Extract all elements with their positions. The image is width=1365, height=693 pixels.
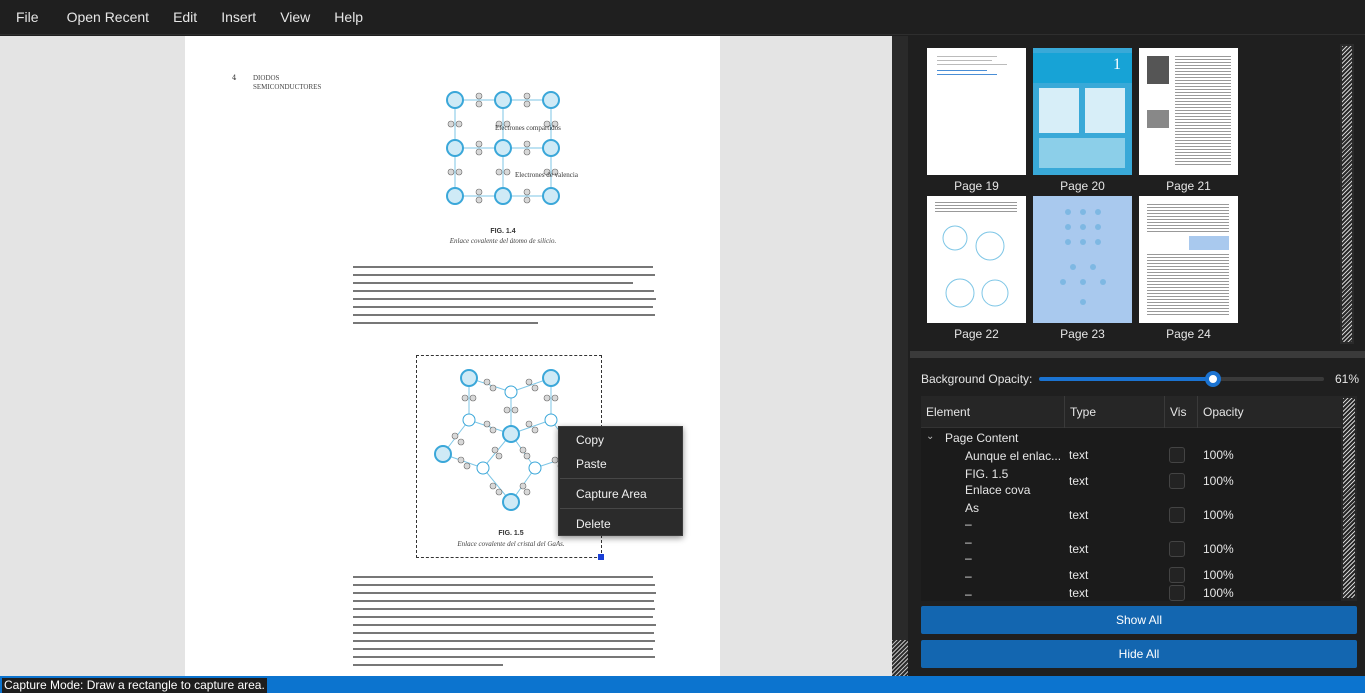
background-opacity-control: [921, 372, 1361, 392]
cell-element: Aunque el enlac...: [965, 449, 1062, 463]
background-opacity-slider[interactable]: [1039, 377, 1324, 381]
right-panel: [910, 36, 1365, 676]
panel-splitter[interactable]: [910, 351, 1365, 358]
table-row[interactable]: [921, 448, 1341, 464]
cell-opacity: 100%: [1203, 568, 1234, 582]
thumbnail-label: Page 22: [954, 327, 999, 341]
context-menu: [558, 426, 683, 536]
cell-opacity: 100%: [1203, 448, 1234, 462]
document-viewer[interactable]: [0, 36, 892, 676]
menu-open-recent[interactable]: Open Recent: [66, 8, 150, 25]
cell-type: text: [1069, 586, 1089, 600]
cell-element: –: [965, 569, 972, 583]
page-header-title: DIODOS SEMICONDUCTORES: [253, 74, 322, 91]
table-row[interactable]: [921, 568, 1341, 584]
visibility-checkbox[interactable]: [1169, 507, 1185, 523]
context-capture-area[interactable]: Capture Area: [576, 487, 647, 501]
table-row[interactable]: [921, 466, 1341, 498]
column-opacity[interactable]: Opacity: [1203, 405, 1244, 419]
context-delete[interactable]: Delete: [576, 517, 611, 531]
thumbnail-scrollbar-thumb[interactable]: [1342, 46, 1352, 342]
context-separator: [560, 508, 682, 509]
cell-type: text: [1069, 508, 1089, 522]
cell-type: text: [1069, 568, 1089, 582]
cell-type: text: [1069, 474, 1089, 488]
table-header: [921, 396, 1341, 428]
thumbnail-page-21[interactable]: [1139, 48, 1238, 175]
column-type[interactable]: Type: [1065, 396, 1165, 428]
context-separator: [560, 478, 682, 479]
show-all-button[interactable]: Show All: [921, 606, 1357, 634]
selection-resize-handle[interactable]: [598, 554, 604, 560]
cell-opacity: 100%: [1203, 542, 1234, 556]
thumbnail-panel: [910, 36, 1365, 351]
visibility-checkbox[interactable]: [1169, 585, 1185, 601]
thumbnail-page-23[interactable]: [1033, 196, 1132, 323]
menu-view[interactable]: View: [280, 8, 311, 25]
context-paste[interactable]: Paste: [576, 457, 607, 471]
status-text: Capture Mode: Draw a rectangle to capture area.: [4, 678, 265, 692]
menu-file[interactable]: File: [16, 8, 39, 25]
figure-1-5-subtitle: Enlace covalente del cristal del GaAs.: [457, 540, 565, 548]
figure-1-4-caption: FIG. 1.4: [490, 228, 516, 235]
column-element[interactable]: Element: [921, 396, 1065, 428]
tree-node-page-content[interactable]: [926, 431, 1018, 445]
thumbnail-page-20[interactable]: 1: [1033, 48, 1132, 175]
column-vis[interactable]: Vis: [1165, 396, 1198, 428]
thumbnail-label: Page 23: [1060, 327, 1105, 341]
thumbnail-label: Page 24: [1166, 327, 1211, 341]
thumbnail-page-22[interactable]: [927, 196, 1026, 323]
background-opacity-label: Background Opacity:: [921, 372, 1033, 386]
figure-1-4-label-valence: Electrones de valencia: [515, 171, 578, 179]
figure-1-4-subtitle: Enlace covalente del átomo de silicio.: [449, 237, 557, 245]
cell-type: text: [1069, 448, 1089, 462]
cell-opacity: 100%: [1203, 474, 1234, 488]
visibility-checkbox[interactable]: [1169, 541, 1185, 557]
cell-opacity: 100%: [1203, 586, 1234, 600]
element-table: [921, 396, 1341, 601]
table-row[interactable]: [921, 534, 1341, 566]
cell-element: FIG. 1.5 Enlace cova: [965, 467, 1031, 497]
menu-edit[interactable]: Edit: [173, 8, 198, 25]
cell-element: –: [965, 587, 972, 601]
paragraph-covalent[interactable]: [353, 576, 657, 672]
visibility-checkbox[interactable]: [1169, 567, 1185, 583]
menu-help[interactable]: Help: [334, 8, 364, 25]
slider-fill: [1039, 377, 1213, 381]
thumbnail-page-19[interactable]: [927, 48, 1026, 175]
splitter-grip[interactable]: [892, 640, 908, 676]
document-page[interactable]: [185, 36, 720, 676]
visibility-checkbox[interactable]: [1169, 473, 1185, 489]
slider-knob[interactable]: [1205, 371, 1221, 387]
figure-1-4-diagram[interactable]: [428, 76, 578, 224]
figure-1-4-label-shared: Electrones compartidos: [495, 124, 561, 132]
thumbnail-label: Page 21: [1166, 179, 1211, 193]
page-number: 4: [232, 74, 237, 82]
visibility-checkbox[interactable]: [1169, 447, 1185, 463]
table-scrollbar-thumb[interactable]: [1343, 398, 1355, 598]
table-row[interactable]: [921, 586, 1341, 601]
paragraph-silicon[interactable]: [353, 266, 657, 330]
hide-all-button[interactable]: Hide All: [921, 640, 1357, 668]
thumbnail-label: Page 19: [954, 179, 999, 193]
cell-element: – –: [965, 535, 972, 565]
cell-element: As –: [965, 501, 980, 531]
menu-bar: [0, 0, 1365, 35]
chevron-down-icon[interactable]: ⌄: [926, 431, 935, 442]
thumbnail-label: Page 20: [1060, 179, 1105, 193]
status-bar: [0, 676, 1365, 693]
context-copy[interactable]: Copy: [576, 433, 605, 447]
cell-opacity: 100%: [1203, 508, 1234, 522]
table-row[interactable]: [921, 500, 1341, 532]
background-opacity-value: 61%: [1335, 372, 1360, 386]
tree-node-label: Page Content: [945, 431, 1019, 445]
thumbnail-page-24[interactable]: [1139, 196, 1238, 323]
cell-type: text: [1069, 542, 1089, 556]
figure-1-5-caption: FIG. 1.5: [498, 530, 524, 537]
viewer-scrollbar[interactable]: [892, 36, 908, 676]
menu-insert[interactable]: Insert: [221, 8, 257, 25]
